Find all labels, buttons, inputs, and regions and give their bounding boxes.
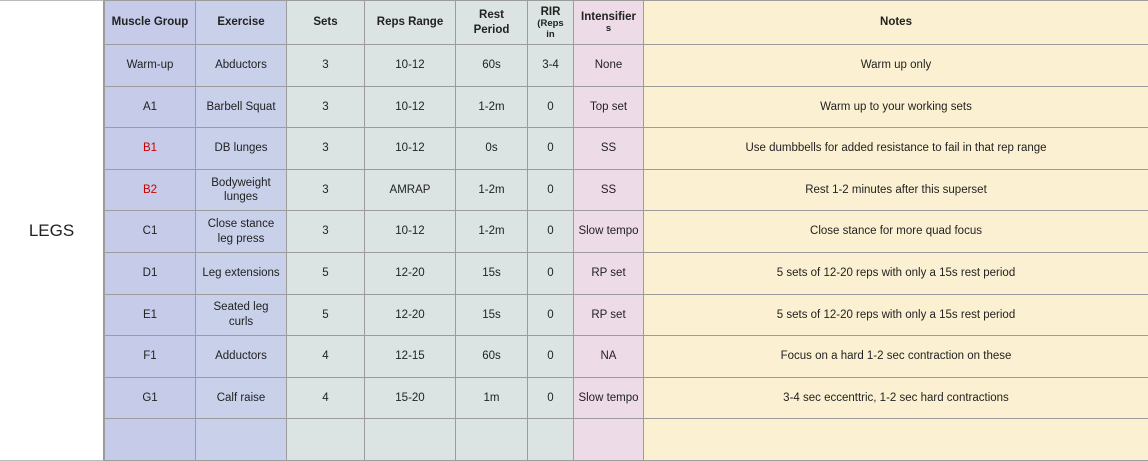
cell-exercise[interactable]: Calf raise bbox=[196, 377, 287, 419]
cell-reps-range[interactable]: AMRAP bbox=[365, 169, 456, 211]
cell-muscle-group[interactable]: D1 bbox=[105, 252, 196, 294]
cell-reps-range[interactable]: 10-12 bbox=[365, 211, 456, 253]
table-row[interactable] bbox=[105, 252, 1148, 294]
cell-muscle-group[interactable]: A1 bbox=[105, 86, 196, 128]
cell-rir[interactable]: 0 bbox=[528, 211, 574, 253]
cell-exercise[interactable]: Close stance leg press bbox=[196, 211, 287, 253]
cell-exercise[interactable]: Barbell Squat bbox=[196, 86, 287, 128]
cell-rest-period[interactable]: 15s bbox=[456, 294, 528, 336]
intensifiers-main-label: Intensifier bbox=[581, 11, 636, 24]
table-row[interactable] bbox=[105, 211, 1148, 253]
column-header-muscle-group: Muscle Group bbox=[105, 1, 196, 45]
cell-exercise[interactable]: Abductors bbox=[196, 45, 287, 87]
cell-intensifiers[interactable]: RP set bbox=[574, 294, 644, 336]
cell-rest-period[interactable]: 15s bbox=[456, 252, 528, 294]
table-row[interactable] bbox=[105, 419, 1148, 461]
cell-sets[interactable]: 3 bbox=[287, 169, 365, 211]
cell-intensifiers[interactable]: RP set bbox=[574, 252, 644, 294]
cell-exercise[interactable]: Adductors bbox=[196, 336, 287, 378]
section-label-legs: LEGS bbox=[0, 0, 104, 461]
cell-muscle-group[interactable]: B1 bbox=[105, 128, 196, 170]
cell-sets[interactable]: 3 bbox=[287, 45, 365, 87]
cell-notes[interactable]: Focus on a hard 1-2 sec contraction on these bbox=[644, 336, 1148, 378]
cell-rest-period[interactable]: 0s bbox=[456, 128, 528, 170]
cell-exercise[interactable]: Bodyweight lunges bbox=[196, 169, 287, 211]
cell-rir[interactable]: 3-4 bbox=[528, 45, 574, 87]
cell-reps-range[interactable]: 10-12 bbox=[365, 45, 456, 87]
table-row[interactable] bbox=[105, 377, 1148, 419]
cell-intensifiers[interactable]: Slow tempo bbox=[574, 377, 644, 419]
workout-table bbox=[104, 0, 1148, 461]
cell-intensifiers[interactable] bbox=[574, 419, 644, 461]
cell-rir[interactable]: 0 bbox=[528, 377, 574, 419]
cell-notes[interactable]: 3-4 sec eccenttric, 1-2 sec hard contractions bbox=[644, 377, 1148, 419]
cell-notes[interactable]: Warm up to your working sets bbox=[644, 86, 1148, 128]
table-row[interactable] bbox=[105, 294, 1148, 336]
table-row[interactable] bbox=[105, 336, 1148, 378]
cell-sets[interactable]: 4 bbox=[287, 377, 365, 419]
cell-sets[interactable]: 4 bbox=[287, 336, 365, 378]
cell-rest-period[interactable]: 1m bbox=[456, 377, 528, 419]
cell-sets[interactable]: 3 bbox=[287, 86, 365, 128]
cell-reps-range[interactable]: 12-15 bbox=[365, 336, 456, 378]
cell-muscle-group[interactable]: G1 bbox=[105, 377, 196, 419]
column-header-sets: Sets bbox=[287, 1, 365, 45]
table-header bbox=[105, 1, 1148, 45]
cell-rest-period[interactable]: 1-2m bbox=[456, 86, 528, 128]
column-header-intensifiers bbox=[574, 1, 644, 45]
cell-reps-range[interactable]: 10-12 bbox=[365, 128, 456, 170]
cell-exercise[interactable]: Seated leg curls bbox=[196, 294, 287, 336]
table-row[interactable] bbox=[105, 86, 1148, 128]
cell-notes[interactable]: 5 sets of 12-20 reps with only a 15s rest period bbox=[644, 294, 1148, 336]
column-header-reps-range: Reps Range bbox=[365, 1, 456, 45]
rir-sub-label-1: (Reps bbox=[537, 18, 564, 30]
cell-notes[interactable]: Use dumbbells for added resistance to fail in that rep range bbox=[644, 128, 1148, 170]
column-header-notes: Notes bbox=[644, 1, 1148, 45]
cell-notes[interactable]: 5 sets of 12-20 reps with only a 15s rest period bbox=[644, 252, 1148, 294]
table-row[interactable] bbox=[105, 128, 1148, 170]
cell-notes[interactable] bbox=[644, 419, 1148, 461]
cell-intensifiers[interactable]: NA bbox=[574, 336, 644, 378]
cell-muscle-group[interactable]: F1 bbox=[105, 336, 196, 378]
column-header-rest-period: Rest Period bbox=[456, 1, 528, 45]
cell-rir[interactable]: 0 bbox=[528, 86, 574, 128]
cell-notes[interactable]: Rest 1-2 minutes after this superset bbox=[644, 169, 1148, 211]
cell-rest-period[interactable]: 1-2m bbox=[456, 211, 528, 253]
cell-sets[interactable]: 3 bbox=[287, 211, 365, 253]
cell-exercise[interactable]: DB lunges bbox=[196, 128, 287, 170]
rir-sub-label-2: in bbox=[546, 28, 555, 40]
cell-intensifiers[interactable]: SS bbox=[574, 128, 644, 170]
cell-muscle-group[interactable]: C1 bbox=[105, 211, 196, 253]
rir-main-label: RIR bbox=[540, 5, 561, 18]
cell-muscle-group[interactable]: E1 bbox=[105, 294, 196, 336]
cell-rir[interactable]: 0 bbox=[528, 252, 574, 294]
column-header-rir bbox=[528, 1, 574, 45]
cell-notes[interactable]: Warm up only bbox=[644, 45, 1148, 87]
cell-intensifiers[interactable]: None bbox=[574, 45, 644, 87]
cell-sets[interactable]: 5 bbox=[287, 294, 365, 336]
cell-exercise[interactable] bbox=[196, 419, 287, 461]
cell-rir[interactable]: 0 bbox=[528, 336, 574, 378]
cell-sets[interactable]: 5 bbox=[287, 252, 365, 294]
cell-rest-period[interactable]: 60s bbox=[456, 45, 528, 87]
cell-reps-range[interactable]: 12-20 bbox=[365, 294, 456, 336]
cell-muscle-group[interactable]: Warm-up bbox=[105, 45, 196, 87]
column-header-exercise: Exercise bbox=[196, 1, 287, 45]
cell-intensifiers[interactable]: SS bbox=[574, 169, 644, 211]
cell-reps-range[interactable]: 12-20 bbox=[365, 252, 456, 294]
cell-rest-period[interactable]: 1-2m bbox=[456, 169, 528, 211]
cell-reps-range[interactable]: 15-20 bbox=[365, 377, 456, 419]
cell-sets[interactable]: 3 bbox=[287, 128, 365, 170]
cell-rest-period[interactable]: 60s bbox=[456, 336, 528, 378]
table-row[interactable] bbox=[105, 45, 1148, 87]
cell-rir[interactable] bbox=[528, 419, 574, 461]
cell-rir[interactable]: 0 bbox=[528, 294, 574, 336]
table-row[interactable] bbox=[105, 169, 1148, 211]
cell-exercise[interactable]: Leg extensions bbox=[196, 252, 287, 294]
table-body bbox=[105, 45, 1148, 461]
cell-intensifiers[interactable]: Top set bbox=[574, 86, 644, 128]
intensifiers-sub-label: s bbox=[605, 23, 612, 35]
cell-reps-range[interactable]: 10-12 bbox=[365, 86, 456, 128]
cell-notes[interactable]: Close stance for more quad focus bbox=[644, 211, 1148, 253]
header-row bbox=[105, 1, 1148, 45]
cell-rir[interactable]: 0 bbox=[528, 128, 574, 170]
cell-sets[interactable] bbox=[287, 419, 365, 461]
cell-muscle-group[interactable] bbox=[105, 419, 196, 461]
cell-muscle-group[interactable]: B2 bbox=[105, 169, 196, 211]
cell-rest-period[interactable] bbox=[456, 419, 528, 461]
cell-reps-range[interactable] bbox=[365, 419, 456, 461]
cell-intensifiers[interactable]: Slow tempo bbox=[574, 211, 644, 253]
cell-rir[interactable]: 0 bbox=[528, 169, 574, 211]
